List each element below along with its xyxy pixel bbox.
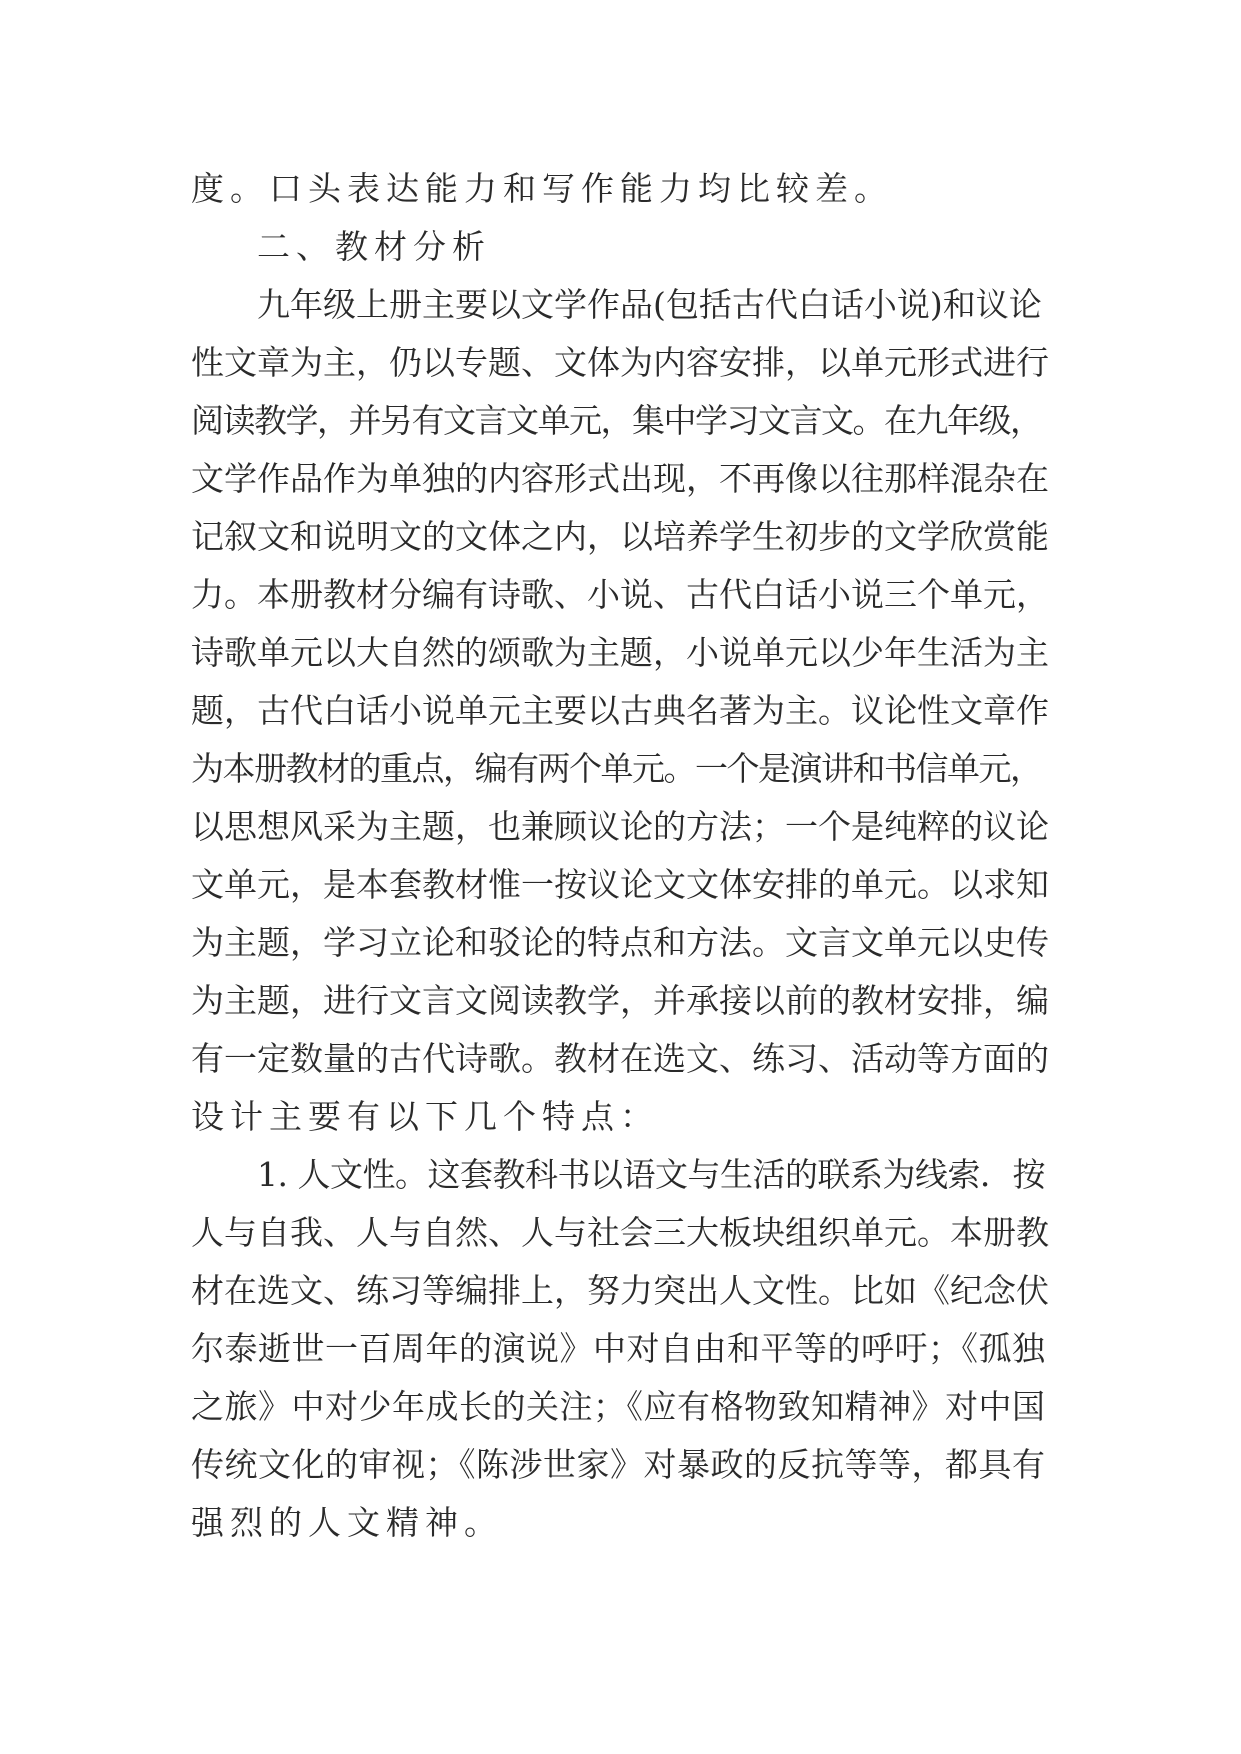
- text-line: 设计主要有以下几个特点：: [191, 1097, 659, 1136]
- text-line: 为本册教材的重点，编有两个单元。一个是演讲和书信单元，: [191, 749, 1042, 788]
- text-line: 为主题，进行文言文阅读教学，并承接以前的教材安排，编: [191, 981, 1049, 1020]
- text-line: 以思想风采为主题，也兼顾议论的方法；一个是纯粹的议论: [191, 807, 1049, 846]
- text-line: 有一定数量的古代诗歌。教材在选文、练习、活动等方面的: [191, 1039, 1049, 1078]
- text-line: 强烈的人文精神。: [191, 1503, 503, 1542]
- text-line: 诗歌单元以大自然的颂歌为主题，小说单元以少年生活为主: [191, 633, 1049, 672]
- text-line: 之旅》中对少年成长的关注；《应有格物致知精神》对中国: [191, 1387, 1046, 1426]
- text-line: 1. 人文性。这套教科书以语文与生活的联系为线索．按: [257, 1155, 1045, 1194]
- text-line: 材在选文、练习等编排上，努力突出人文性。比如《纪念伏: [191, 1271, 1049, 1310]
- text-line: 尔泰逝世一百周年的演说》中对自由和平等的呼吁；《孤独: [191, 1329, 1046, 1368]
- text-line: 记叙文和说明文的文体之内，以培养学生初步的文学欣赏能: [191, 517, 1049, 556]
- text-line: 人与自我、人与自然、人与社会三大板块组织单元。本册教: [191, 1213, 1049, 1252]
- text-line: 阅读教学，并另有文言文单元，集中学习文言文。在九年级，: [191, 401, 1042, 440]
- text-line: 力。本册教材分编有诗歌、小说、古代白话小说三个单元，: [191, 575, 1049, 614]
- text-line: 九年级上册主要以文学作品(包括古代白话小说)和议论: [257, 285, 1042, 324]
- document-body: [191, 160, 1051, 1552]
- text-line: 性文章为主，仍以专题、文体为内容安排，以单元形式进行: [191, 343, 1049, 382]
- text-line: 二、教材分析: [257, 227, 491, 266]
- text-line: 为主题，学习立论和驳论的特点和方法。文言文单元以史传: [191, 923, 1049, 962]
- text-line: 文单元，是本套教材惟一按议论文文体安排的单元。以求知: [191, 865, 1049, 904]
- text-line: 度。口头表达能力和写作能力均比较差。: [191, 169, 893, 208]
- text-line: 传统文化的审视；《陈涉世家》对暴政的反抗等等，都具有: [191, 1445, 1046, 1484]
- text-line: 文学作品作为单独的内容形式出现，不再像以往那样混杂在: [191, 459, 1049, 498]
- text-line: 题，古代白话小说单元主要以古典名著为主。议论性文章作: [191, 691, 1049, 730]
